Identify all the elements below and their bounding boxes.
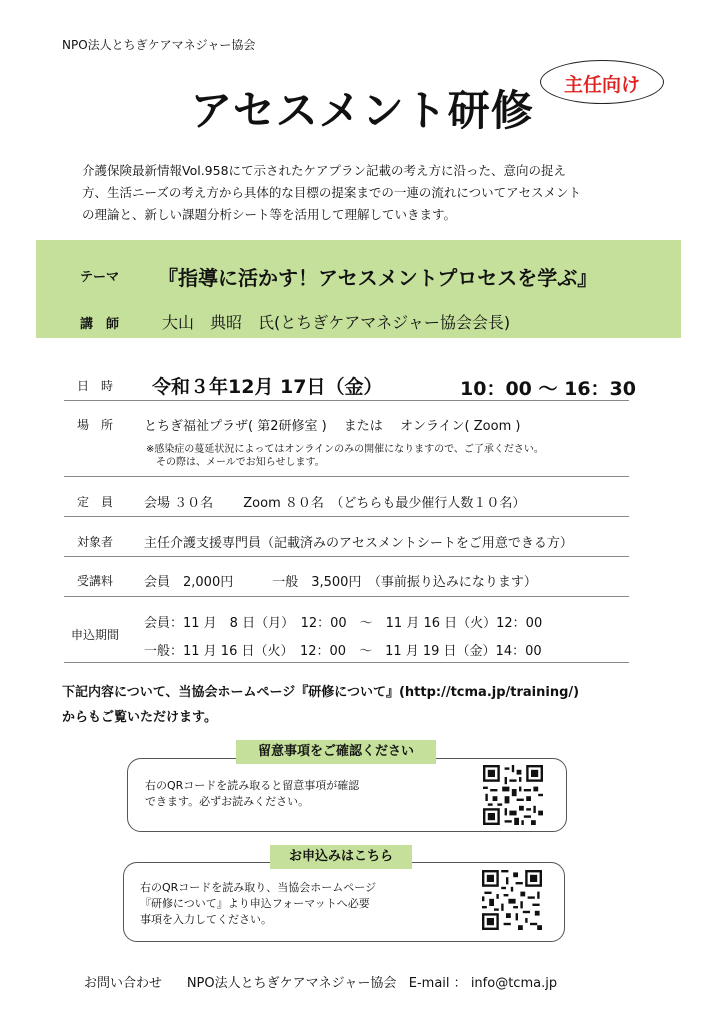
divider	[64, 516, 629, 517]
apply-box-tag: お申込みはこちら	[270, 845, 412, 869]
contact-email-label: E-mail ：	[408, 976, 467, 991]
apply-line: 『研修について』より申込フォーマットへ必要	[140, 897, 370, 910]
period-members: 会員：11 月 8 日（月） 12：00 ～ 11 月 16 日（火）12：00	[144, 616, 543, 631]
theme-label: テーマ	[80, 270, 120, 285]
divider	[64, 596, 629, 597]
venue-note: ※感染症の蔓延状況によってはオンラインのみの開催になりますので、ご了承ください。	[146, 444, 544, 455]
theme-value: 『指導に活かす！アセスメントプロセスを学ぶ』	[158, 266, 598, 290]
intro-line: 介護保険最新情報Vol.958にて示されたケアプラン記載の考え方に沿った、意向の捉え	[82, 163, 567, 178]
qr-code-icon[interactable]	[483, 765, 543, 825]
notice-line: からもご覧いただけます。	[62, 710, 217, 725]
intro-text	[82, 160, 642, 226]
notes-box-tag: 留意事項をご確認ください	[236, 740, 436, 764]
period-label: 申込期間	[70, 628, 119, 642]
divider	[64, 400, 629, 401]
divider	[64, 662, 629, 663]
capacity-label: 定 員	[76, 495, 113, 509]
notes-line: 右のQRコードを読み取ると留意事項が確認	[145, 779, 360, 792]
badge-text: 主任向け	[563, 74, 640, 96]
target-value: 主任介護支援専門員（記載済みのアセスメントシートをご用意できる方）	[144, 536, 573, 551]
event-time: 10：00 ～ 16：30	[460, 378, 636, 400]
page-title: アセスメント研修	[190, 86, 534, 135]
divider	[64, 476, 629, 477]
apply-line: 事項を入力してください。	[140, 913, 272, 926]
venue-label: 場 所	[76, 418, 113, 432]
target-label: 対象者	[76, 535, 113, 549]
date-label: 日 時	[76, 379, 113, 393]
intro-line: の理論と、新しい課題分析シート等を活用して理解していきます。	[82, 207, 457, 222]
divider	[64, 556, 629, 557]
speech-bubble	[540, 60, 664, 104]
contact-email[interactable]: info@tcma.jp	[470, 976, 558, 991]
intro-line: 方、生活ニーズの考え方から具体的な目標の提案までの一連の流れについてアセスメント	[82, 185, 582, 200]
notes-line: できます。必ずお読みください。	[145, 795, 310, 808]
fee-value: 会員 2,000円 一般 3,500円 （事前振り込みになります）	[144, 575, 537, 590]
lecturer-label: 講 師	[80, 317, 120, 332]
period-general: 一般：11 月 16 日（火） 12：00 ～ 11 月 19 日（金）14：00	[144, 644, 542, 659]
event-date: 令和３年12月 17日（金）	[152, 376, 383, 398]
contact-label: お問い合わせ	[84, 976, 163, 991]
notes-box-text	[145, 778, 359, 810]
website-notice	[62, 680, 579, 730]
contact-info	[84, 972, 557, 991]
notice-line: 下記内容について、当協会ホームページ『研修について』(http://tcma.jp/training/)	[62, 685, 580, 700]
qr-code-icon[interactable]	[482, 870, 542, 930]
organization-header: NPO法人とちぎケアマネジャー協会	[62, 38, 256, 52]
apply-line: 右のQRコードを読み取り、当協会ホームページ	[140, 881, 377, 894]
venue-value: とちぎ福祉プラザ( 第2研修室 ) または オンライン( Zoom )	[144, 419, 521, 434]
fee-label: 受講料	[76, 574, 113, 588]
capacity-value: 会場 ３０名 Zoom ８０名 （どちらも最少催行人数１０名）	[144, 496, 526, 511]
lecturer-value: 大山 典昭 氏(とちぎケアマネジャー協会会長)	[162, 313, 511, 332]
apply-box-text	[140, 880, 376, 928]
venue-note: その際は、メールでお知らせします。	[156, 457, 325, 468]
contact-org: NPO法人とちぎケアマネジャー協会	[186, 976, 397, 991]
